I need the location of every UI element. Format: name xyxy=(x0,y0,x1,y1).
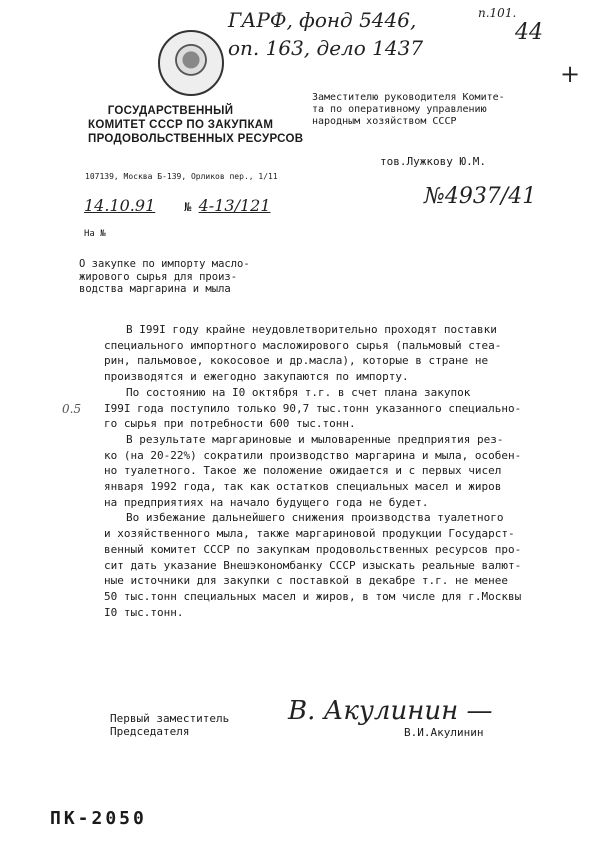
page-code: п.101. xyxy=(478,6,517,20)
registration-line xyxy=(84,196,271,215)
p4-line-7: I0 тыс.тонн. xyxy=(104,605,184,619)
signatory-title-line-2: Председателя xyxy=(110,725,190,738)
org-line-2: КОМИТЕТ СССР ПО ЗАКУПКАМ xyxy=(88,119,274,131)
p3-line-4: января 1992 года, так как остатков специальных масел и жиров xyxy=(104,480,502,494)
p2-line-2: I99I года поступило только 90,7 тыс.тонн указанного специально- xyxy=(104,401,522,415)
p2-line-3: го сырья при потребности 600 тыс.тонн. xyxy=(104,417,356,431)
ussr-emblem-icon xyxy=(158,30,224,96)
recipient-line-1: Заместителю руководителя Комите- xyxy=(312,92,505,103)
subject-line-2: жирового сырья для произ- xyxy=(79,270,238,283)
p3-line-5: на предприятиях на начало будущего года не будет. xyxy=(104,495,429,509)
archive-note-line2: оп. 163, дело 1437 xyxy=(228,36,424,60)
recipient-block xyxy=(312,92,572,128)
p4-line-2: и хозяйственного мыла, также маргариновой продукции Государст- xyxy=(104,527,515,541)
margin-mark: 0.5 xyxy=(62,402,82,416)
recipient-name: тов.Лужкову Ю.М. xyxy=(380,155,486,168)
p4-line-3: венный комитет СССР по закупкам продовольственных ресурсов про- xyxy=(104,542,522,556)
in-reply-to: На № xyxy=(84,229,106,239)
p4-line-1: Во избежание дальнейшего снижения производства туалетного xyxy=(126,511,504,525)
sender-org xyxy=(88,104,304,146)
incoming-number: №4937/41 xyxy=(424,184,537,209)
org-line-3: ПРОДОВОЛЬСТВЕННЫХ РЕСУРСОВ xyxy=(88,133,304,145)
p1-line-3: рин, пальмовое, кокосовое и др.масла), которые в стране не xyxy=(104,354,489,368)
p4-line-4: сит дать указание Внешэкономбанку СССР изыскать реальные валют- xyxy=(104,558,522,572)
org-line-1: ГОСУДАРСТВЕННЫЙ xyxy=(107,105,234,117)
subject-line-1: О закупке по импорту масло- xyxy=(79,258,250,270)
p1-line-1: В I99I году крайне неудовлетворительно проходят поставки xyxy=(126,323,497,336)
doc-date: 14.10.91 xyxy=(84,196,156,215)
doc-number: 4-13/121 xyxy=(198,196,271,215)
sender-address: 107139, Москва Б-139, Орликов пер., 1/11 xyxy=(85,172,278,181)
p3-line-1: В результате маргариновые и мыловаренные предприятия рез- xyxy=(126,432,504,446)
recipient-line-2: та по оперативному управлению xyxy=(312,104,487,115)
plus-mark: + xyxy=(560,60,581,88)
subject-line-3: водства маргарина и мыла xyxy=(79,283,231,295)
recipient-line-3: народным хозяйством СССР xyxy=(312,116,457,127)
page-number: 44 xyxy=(515,20,543,45)
p1-line-2: специального импортного масложирового сырья (пальмовый стеа- xyxy=(104,338,502,352)
p3-line-2: ко (на 20-22%) сократили производство маргарина и мыла, особен- xyxy=(104,448,522,462)
archive-note-line1: ГАРФ, фонд 5446, xyxy=(228,8,417,32)
doc-number-prefix: № xyxy=(184,200,192,214)
signatory-title xyxy=(110,712,229,738)
p4-line-5: ные источники для закупки с поставкой в декабре т.г. не менее xyxy=(104,574,508,588)
handwritten-signature: В. Акулинин — xyxy=(288,696,493,726)
p2-line-1: По состоянию на I0 октября т.г. в счет плана закупок xyxy=(126,385,471,399)
archive-note xyxy=(228,6,423,62)
document-stamp: ПК-2050 xyxy=(50,808,147,829)
signatory-name: В.И.Акулинин xyxy=(404,726,484,739)
letter-body xyxy=(104,322,574,620)
p3-line-3: но туалетного. Такое же положение ожидается и с первых чисел xyxy=(104,464,502,478)
subject xyxy=(79,258,250,296)
p1-line-4: производятся и ежегодно закупаются по импорту. xyxy=(104,370,409,384)
signatory-title-line-1: Первый заместитель xyxy=(110,712,230,725)
p4-line-6: 50 тыс.тонн специальных масел и жиров, в том числе для г.Москвы xyxy=(104,589,522,603)
